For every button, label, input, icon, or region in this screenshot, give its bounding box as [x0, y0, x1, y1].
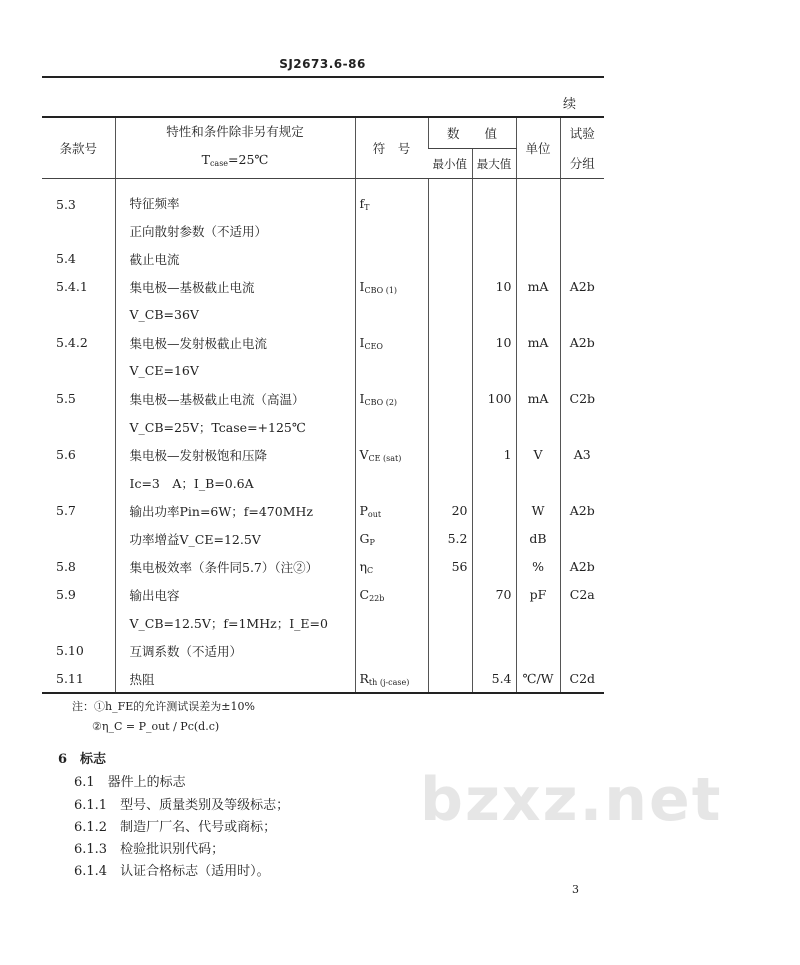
min-value — [428, 413, 472, 441]
characteristic: Ic=3 A；I_B=0.6A — [115, 469, 355, 497]
test-group: A2b — [560, 273, 604, 301]
test-group — [560, 301, 604, 329]
min-value: 5.2 — [428, 525, 472, 553]
section-title: 6 标志 — [58, 752, 107, 767]
unit: % — [516, 553, 560, 581]
min-value — [428, 217, 472, 245]
min-value — [428, 179, 472, 217]
max-value: 5.4 — [472, 665, 516, 693]
max-value — [472, 245, 516, 273]
section-item: 6.1.2 制造厂厂名、代号或商标； — [74, 820, 277, 835]
symbol-subscript: 22b — [369, 593, 385, 603]
test-group — [560, 525, 604, 553]
page-number: 3 — [572, 883, 579, 896]
symbol — [355, 301, 428, 329]
symbol — [355, 637, 428, 665]
symbol-subscript: out — [367, 509, 382, 519]
unit — [516, 245, 560, 273]
symbol — [355, 497, 428, 525]
unit: pF — [516, 581, 560, 609]
characteristic: 热阻 — [115, 665, 355, 693]
test-group — [560, 217, 604, 245]
characteristic: 特征频率 — [115, 179, 355, 217]
table-row — [42, 329, 604, 357]
test-group: C2a — [560, 581, 604, 609]
max-value — [472, 301, 516, 329]
max-value: 10 — [472, 273, 516, 301]
header-characteristic — [115, 118, 355, 179]
unit: mA — [516, 329, 560, 357]
test-group: C2b — [560, 385, 604, 413]
table-row — [42, 217, 604, 245]
header-symbol: 符 号 — [355, 118, 428, 179]
clause-number — [42, 301, 115, 329]
unit — [516, 637, 560, 665]
note-1: 注：①h_FE的允许测试误差为±10% — [72, 700, 255, 713]
clause-number: 5.4.1 — [56, 279, 88, 294]
symbol-main: f — [359, 195, 365, 211]
clause-number — [42, 413, 115, 441]
test-group — [560, 357, 604, 385]
characteristic: 集电极效率（条件同5.7）（注②） — [115, 553, 355, 581]
max-value: 70 — [472, 581, 516, 609]
unit — [516, 357, 560, 385]
clause-number — [42, 357, 115, 385]
symbol — [355, 179, 428, 217]
min-value — [428, 301, 472, 329]
symbol-subscript: CBO (2) — [364, 397, 398, 407]
header-characteristic-label: 特性和条件除非另有规定 — [166, 124, 304, 139]
test-group — [560, 413, 604, 441]
unit — [516, 469, 560, 497]
table-row — [42, 413, 604, 441]
max-value — [472, 553, 516, 581]
symbol — [355, 245, 428, 273]
unit: ℃/W — [516, 665, 560, 693]
header-max: 最大值 — [472, 149, 516, 179]
symbol — [355, 665, 428, 693]
clause-number: 5.5 — [56, 391, 76, 406]
header-group-1: 试验 — [560, 118, 604, 149]
clause-number: 5.3 — [56, 196, 76, 212]
clause-number: 5.9 — [56, 587, 76, 602]
min-value — [428, 609, 472, 637]
unit: V — [516, 441, 560, 469]
clause-number: 5.11 — [56, 671, 84, 686]
characteristic: V_CB=25V；Tcase=+125℃ — [115, 413, 355, 441]
table-row — [42, 581, 604, 609]
header-value: 数 值 — [428, 118, 516, 149]
section-item: 6.1.3 检验批识别代码； — [74, 842, 225, 857]
test-group: A2b — [560, 553, 604, 581]
table-row — [42, 301, 604, 329]
symbol-subscript: C — [367, 565, 374, 575]
characteristic: V_CB=12.5V；f=1MHz；I_E=0 — [115, 609, 355, 637]
test-group: C2d — [560, 665, 604, 693]
header-clause: 条款号 — [42, 118, 115, 179]
characteristic: 集电极—基极截止电流 — [115, 273, 355, 301]
symbol-main: I — [359, 278, 365, 294]
symbol — [355, 217, 428, 245]
min-value — [428, 441, 472, 469]
test-group: A2b — [560, 329, 604, 357]
unit: mA — [516, 273, 560, 301]
table-row — [42, 665, 604, 693]
symbol-main: I — [359, 334, 365, 350]
min-value — [428, 469, 472, 497]
max-value — [472, 525, 516, 553]
table-row — [42, 385, 604, 413]
characteristic: 截止电流 — [115, 245, 355, 273]
unit — [516, 609, 560, 637]
max-value — [472, 217, 516, 245]
symbol — [355, 553, 428, 581]
continued-label: 续 — [563, 97, 577, 112]
min-value — [428, 665, 472, 693]
test-group — [560, 179, 604, 217]
symbol — [355, 273, 428, 301]
max-value — [472, 497, 516, 525]
symbol — [355, 469, 428, 497]
header-rule — [42, 76, 604, 78]
symbol — [355, 357, 428, 385]
unit — [516, 179, 560, 217]
cond-symbol: T — [201, 152, 210, 167]
table-row — [42, 179, 604, 217]
min-value — [428, 385, 472, 413]
clause-number: 5.6 — [56, 447, 76, 462]
symbol-main: V — [359, 446, 369, 462]
test-group: A3 — [560, 441, 604, 469]
unit — [516, 217, 560, 245]
cond-sub: case — [209, 159, 229, 168]
note-2: ②η_C = P_out / Pc(d.c) — [92, 720, 220, 733]
table-row — [42, 637, 604, 665]
table-row — [42, 245, 604, 273]
symbol — [355, 441, 428, 469]
clause-number: 5.8 — [56, 559, 76, 574]
min-value: 56 — [428, 553, 472, 581]
header-group-2: 分组 — [560, 149, 604, 179]
symbol — [355, 581, 428, 609]
symbol-main: R — [359, 670, 369, 686]
symbol-main: G — [359, 530, 370, 546]
section-item: 6.1.1 型号、质量类别及等级标志； — [74, 798, 290, 813]
spec-table — [42, 118, 604, 693]
min-value — [428, 357, 472, 385]
characteristic: 互调系数（不适用） — [115, 637, 355, 665]
max-value — [472, 179, 516, 217]
header-condition — [116, 146, 355, 178]
min-value — [428, 581, 472, 609]
clause-number: 5.4 — [56, 251, 76, 266]
test-group — [560, 637, 604, 665]
unit: dB — [516, 525, 560, 553]
table-row — [42, 609, 604, 637]
table-row — [42, 273, 604, 301]
table-row — [42, 441, 604, 469]
characteristic: 输出电容 — [115, 581, 355, 609]
table-row — [42, 469, 604, 497]
symbol-subscript: CBO (1) — [364, 285, 398, 295]
test-group: A2b — [560, 497, 604, 525]
min-value — [428, 273, 472, 301]
max-value — [472, 469, 516, 497]
max-value — [472, 637, 516, 665]
test-group — [560, 609, 604, 637]
symbol-subscript: CE (sat) — [368, 453, 402, 463]
characteristic: V_CB=36V — [115, 301, 355, 329]
header-min: 最小值 — [428, 149, 472, 179]
watermark: bzxz.net — [420, 765, 723, 835]
table-row — [42, 497, 604, 525]
max-value: 10 — [472, 329, 516, 357]
max-value: 1 — [472, 441, 516, 469]
symbol — [355, 385, 428, 413]
clause-number: 5.4.2 — [56, 335, 88, 350]
characteristic: V_CE=16V — [115, 357, 355, 385]
symbol — [355, 413, 428, 441]
characteristic: 集电极—发射极截止电流 — [115, 329, 355, 357]
table-row — [42, 357, 604, 385]
min-value — [428, 637, 472, 665]
clause-number — [42, 609, 115, 637]
header-unit: 单位 — [516, 118, 560, 179]
symbol-main: P — [359, 502, 368, 518]
symbol-main: C — [359, 586, 370, 602]
clause-number — [42, 525, 115, 553]
max-value — [472, 357, 516, 385]
max-value — [472, 609, 516, 637]
characteristic: 集电极—基极截止电流（高温） — [115, 385, 355, 413]
characteristic: 输出功率Pin=6W；f=470MHz — [115, 497, 355, 525]
test-group — [560, 245, 604, 273]
table-row — [42, 525, 604, 553]
characteristic: 集电极—发射极饱和压降 — [115, 441, 355, 469]
section-item: 6.1.4 认证合格标志（适用时）。 — [74, 864, 270, 879]
clause-number — [42, 217, 115, 245]
max-value — [472, 413, 516, 441]
test-group — [560, 469, 604, 497]
symbol-subscript: CEO — [364, 341, 383, 351]
symbol — [355, 609, 428, 637]
min-value: 20 — [428, 497, 472, 525]
clause-number: 5.10 — [56, 643, 84, 658]
table-row — [42, 553, 604, 581]
clause-number — [42, 469, 115, 497]
symbol — [355, 329, 428, 357]
symbol-subscript: T — [364, 202, 370, 212]
standard-number: SJ2673.6-86 — [279, 57, 366, 71]
symbol-main: η — [359, 558, 367, 574]
unit — [516, 413, 560, 441]
clause-number: 5.7 — [56, 503, 76, 518]
characteristic: 功率增益V_CE=12.5V — [115, 525, 355, 553]
min-value — [428, 245, 472, 273]
section-item: 6.1 器件上的标志 — [74, 775, 186, 790]
characteristic: 正向散射参数（不适用） — [115, 217, 355, 245]
symbol-subscript: th (j-case) — [368, 677, 410, 687]
unit: W — [516, 497, 560, 525]
unit — [516, 301, 560, 329]
table-bottom-rule — [42, 692, 604, 694]
symbol — [355, 525, 428, 553]
cond-value: =25℃ — [228, 152, 269, 167]
unit: mA — [516, 385, 560, 413]
symbol-main: I — [359, 390, 365, 406]
min-value — [428, 329, 472, 357]
symbol-subscript: P — [369, 537, 375, 547]
max-value: 100 — [472, 385, 516, 413]
